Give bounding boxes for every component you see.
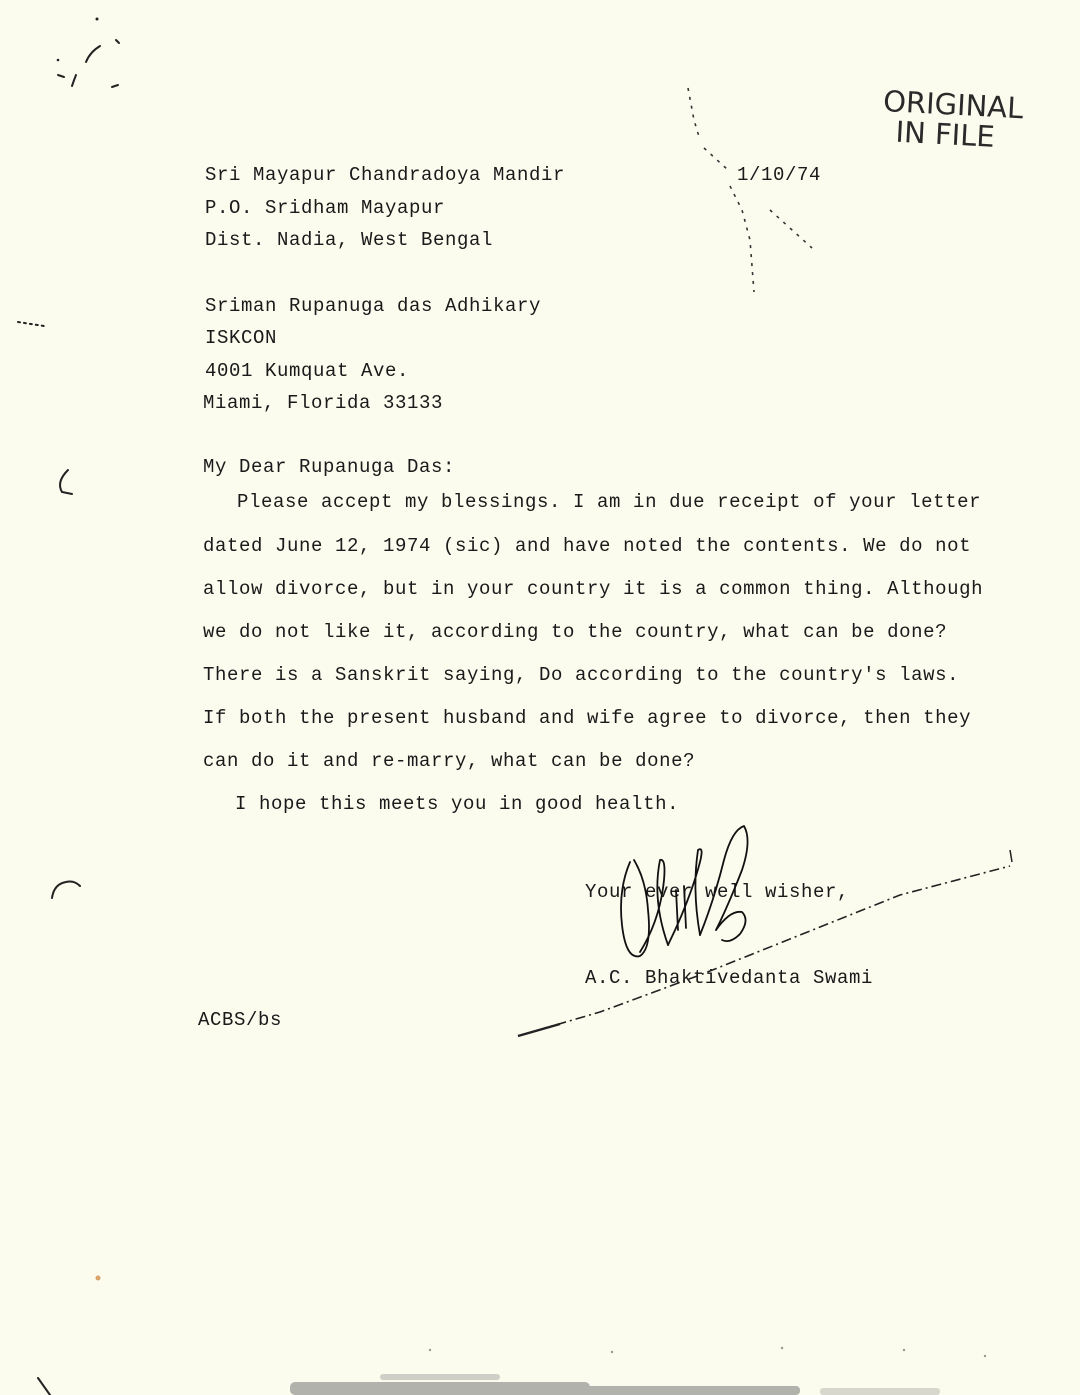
bottom-scan-smudge xyxy=(290,1374,940,1395)
signature-slash xyxy=(518,866,1010,1036)
signatory-name: A.C. Bhaktivedanta Swami xyxy=(585,967,874,989)
sender-line-1: Sri Mayapur Chandradoya Mandir xyxy=(205,164,566,186)
reference-initials: ACBS/bs xyxy=(198,1009,283,1031)
sender-line-3: Dist. Nadia, West Bengal xyxy=(205,229,494,251)
recipient-line-3: 4001 Kumquat Ave. xyxy=(205,360,410,382)
handwritten-signature xyxy=(621,826,748,956)
letter-date: 1/10/74 xyxy=(737,164,822,186)
orange-speck xyxy=(96,1276,101,1281)
body-line-3: allow divorce, but in your country it is a common thing. Although xyxy=(203,578,984,600)
recipient-line-1: Sriman Rupanuga das Adhikary xyxy=(205,295,542,317)
body-line-6: If both the present husband and wife agree to divorce, then they xyxy=(203,707,972,729)
body-line-5: There is a Sanskrit saying, Do according to the country's laws. xyxy=(203,664,960,686)
salutation: My Dear Rupanuga Das: xyxy=(203,456,456,478)
left-margin-marks xyxy=(18,322,80,1395)
stamp-line-1: ORIGINAL xyxy=(882,84,1025,126)
body-line-8: I hope this meets you in good health. xyxy=(235,793,680,815)
body-line-7: can do it and re-marry, what can be done? xyxy=(203,750,696,772)
fold-dashes xyxy=(688,88,812,292)
body-line-1: Please accept my blessings. I am in due receipt of your letter xyxy=(237,491,982,513)
closing: Your ever well wisher, xyxy=(585,881,850,903)
top-left-scan-marks xyxy=(57,18,119,88)
sender-line-2: P.O. Sridham Mayapur xyxy=(205,197,446,219)
recipient-line-4: Miami, Florida 33133 xyxy=(203,392,444,414)
body-line-4: we do not like it, according to the country, what can be done? xyxy=(203,621,948,643)
recipient-line-2: ISKCON xyxy=(205,327,278,349)
stamp-line-2: IN FILE xyxy=(894,114,996,154)
body-line-2: dated June 12, 1974 (sic) and have noted the contents. We do not xyxy=(203,535,972,557)
